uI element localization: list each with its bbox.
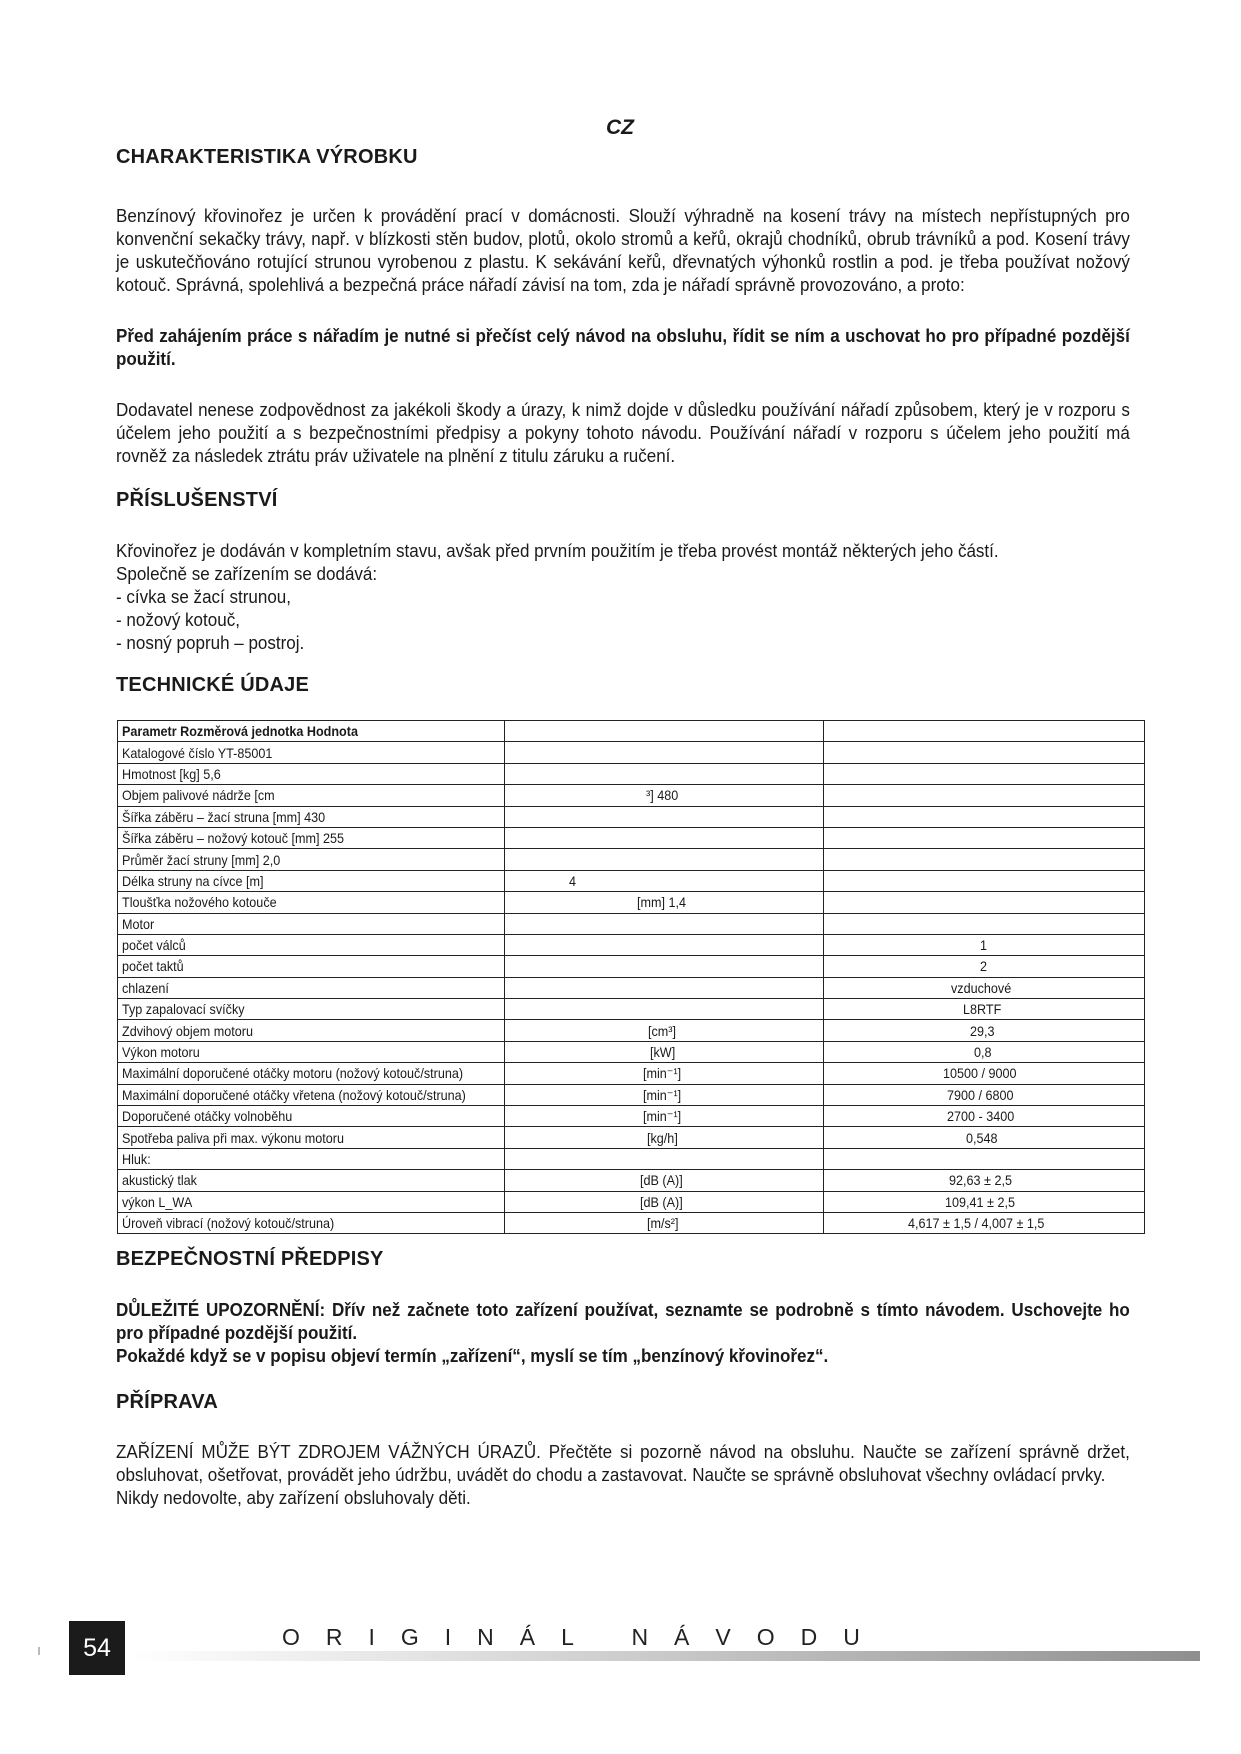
table-cell: [505, 1084, 824, 1105]
cell-text: [dB (A)]: [640, 1193, 683, 1210]
table-cell: [824, 913, 1145, 934]
table-cell: [824, 1084, 1145, 1105]
table-cell: [824, 742, 1145, 763]
cell-text: 2: [980, 958, 988, 975]
cell-text: 2700 - 3400: [946, 1108, 1014, 1125]
table-row: [118, 1191, 1145, 1212]
table-row: [118, 1063, 1145, 1084]
table-cell: [505, 870, 824, 891]
table-cell: [118, 1148, 505, 1169]
cell-text: Motor: [122, 915, 155, 932]
table-cell: [824, 977, 1145, 998]
table-cell: [824, 870, 1145, 891]
table-cell: [824, 956, 1145, 977]
table-cell: [505, 1127, 824, 1148]
table-cell: [824, 1020, 1145, 1041]
cell-text: Průměr žací struny [mm] 2,0: [122, 851, 281, 868]
cell-text: Tloušťka nožového kotouče: [122, 894, 277, 911]
table-cell: [505, 806, 824, 827]
table-cell: [505, 1191, 824, 1212]
cell-text: [mm] 1,4: [636, 894, 686, 911]
table-cell: [824, 785, 1145, 806]
table-cell: [118, 1106, 505, 1127]
table-row: [118, 934, 1145, 955]
accessories-list: [116, 585, 1130, 654]
footer-mark: [38, 1647, 40, 1655]
cell-text: Typ zapalovací svíčky: [122, 1001, 245, 1018]
table-cell: [505, 999, 824, 1020]
cell-text: [kg/h]: [646, 1129, 678, 1146]
table-cell: [824, 1106, 1145, 1127]
cell-text: Maximální doporučené otáčky vřetena (nožový kotouč/struna): [122, 1086, 466, 1103]
table-row: [118, 785, 1145, 806]
table-cell: [118, 1127, 505, 1148]
table-cell: [505, 956, 824, 977]
preparation-paragraph-1: ZAŘÍZENÍ MŮŽE BÝT ZDROJEM VÁŽNÝCH ÚRAZŮ. Přečtěte si pozorně návod na obsluhu. Naučte se zařízení správně držet, obsluhovat, ošetřovat, provádět jeho údržbu, uvádět do chodu a zastavovat. Naučte se správně obsluhovat všechny ovládací prvky.: [116, 1441, 1130, 1486]
cell-text: počet válců: [122, 937, 186, 954]
cell-text: [m/s²]: [646, 1215, 678, 1232]
table-cell: [824, 1063, 1145, 1084]
table-cell: [505, 849, 824, 870]
characteristics-paragraph-1: Benzínový křovinořez je určen k provádění prací v domácnosti. Slouží výhradně na kosení trávy na místech nepřístupných pro konvenční sekačky trávy, např. v blízkosti stěn budov, plotů, okolo stromů a keřů, okrajů chodníků, obrub trávníků a pod. Kosení trávy je uskutečňováno rotující strunou vyrobenou z plastu. K sekávání keřů, dřevnatých výhonků rostlin a pod. je třeba používat nožový kotouč. Správná, spolehlivá a bezpečná práce nářadí závisí na tom, zda je nářadí správně provozováno, a proto:: [116, 205, 1130, 295]
table-row: [118, 763, 1145, 784]
table-cell: [824, 1191, 1145, 1212]
table-row: [118, 1020, 1145, 1041]
cell-text: [kW]: [650, 1044, 676, 1061]
cell-text: ³] 480: [646, 787, 679, 804]
table-cell: [118, 1020, 505, 1041]
table-cell: [824, 892, 1145, 913]
characteristics-paragraph-3: Dodavatel nenese zodpovědnost za jakékoli škody a úrazy, k nimž dojde v důsledku používání nářadí způsobem, který je v rozporu s účelem jeho použití a s bezpečnostními předpisy a pokyny tohoto návodu. Používání nářadí v rozporu s účelem jeho použití má rovněž za následek ztrátu práv uživatele na plnění z titulu záruku a ručení.: [116, 399, 1130, 466]
table-row: [118, 721, 1145, 742]
table-cell: [505, 1170, 824, 1191]
list-item: - nožový kotouč,: [116, 609, 240, 630]
table-row: [118, 870, 1145, 891]
table-cell: [118, 870, 505, 891]
table-cell: [505, 1106, 824, 1127]
table-cell: [118, 977, 505, 998]
cell-text: [min⁻¹]: [642, 1065, 681, 1082]
table-cell: [118, 913, 505, 934]
table-cell: [505, 785, 824, 806]
table-cell: [118, 785, 505, 806]
safety-paragraph-1: DŮLEŽITÉ UPOZORNĚNÍ: Dřív než začnete toto zařízení používat, seznamte se podrobně s tímto návodem. Uschovejte ho pro případné pozdější použití.: [116, 1299, 1130, 1344]
table-cell: [118, 999, 505, 1020]
table-cell: [118, 827, 505, 848]
table-row: [118, 1148, 1145, 1169]
page-number: 54: [69, 1621, 125, 1675]
table-cell: [505, 892, 824, 913]
table-cell: [505, 827, 824, 848]
table-cell: [824, 999, 1145, 1020]
cell-text: 10500 / 9000: [943, 1065, 1017, 1082]
cell-text: výkon L_WA: [122, 1193, 193, 1210]
table-cell: [118, 721, 505, 742]
table-cell: [118, 1191, 505, 1212]
table-row: [118, 956, 1145, 977]
table-row: [118, 742, 1145, 763]
table-cell: [118, 1212, 505, 1233]
cell-text: 0,8: [974, 1044, 992, 1061]
cell-text: 92,63 ± 2,5: [949, 1172, 1012, 1189]
cell-text: [dB (A)]: [640, 1172, 683, 1189]
table-cell: [505, 934, 824, 955]
table-row: [118, 913, 1145, 934]
cell-text: chlazení: [122, 979, 169, 996]
table-cell: [824, 806, 1145, 827]
table-cell: [118, 763, 505, 784]
footer-title: ORIGINÁL NÁVODU: [282, 1624, 886, 1650]
cell-text: vzduchové: [950, 979, 1011, 996]
table-cell: [505, 1063, 824, 1084]
cell-text: Výkon motoru: [122, 1044, 200, 1061]
table-cell: [118, 956, 505, 977]
cell-text: [min⁻¹]: [642, 1108, 681, 1125]
heading-accessories: PŘÍSLUŠENSTVÍ: [116, 489, 278, 511]
table-cell: [824, 934, 1145, 955]
table-cell: [505, 1148, 824, 1169]
table-cell: [824, 1127, 1145, 1148]
heading-preparation: PŘÍPRAVA: [116, 1391, 218, 1414]
safety-paragraph-2: Pokaždé když se v popisu objeví termín „zařízení“, myslí se tím „benzínový křovinořez“.: [116, 1345, 829, 1367]
heading-characteristics: CHARAKTERISTIKA VÝROBKU: [116, 146, 418, 168]
table-row: [118, 806, 1145, 827]
cell-text: akustický tlak: [122, 1172, 197, 1189]
technical-data-table: [117, 720, 1145, 1234]
table-cell: [824, 1041, 1145, 1062]
table-cell: [118, 806, 505, 827]
table-row: [118, 827, 1145, 848]
table-cell: [118, 742, 505, 763]
list-item: - cívka se žací strunou,: [116, 586, 292, 607]
cell-text: Parametr Rozměrová jednotka Hodnota: [122, 723, 358, 740]
table-cell: [118, 1170, 505, 1191]
cell-text: 7900 / 6800: [947, 1086, 1014, 1103]
cell-text: L8RTF: [962, 1001, 1002, 1018]
table-cell: [505, 742, 824, 763]
table-row: [118, 892, 1145, 913]
table-row: [118, 1170, 1145, 1191]
accessories-paragraph-2: Společně se zařízením se dodává:: [116, 563, 378, 584]
footer-gradient-bar: [128, 1651, 1200, 1661]
cell-text: 4: [569, 872, 577, 889]
table-cell: [824, 763, 1145, 784]
table-cell: [505, 977, 824, 998]
cell-text: 109,41 ± 2,5: [945, 1193, 1016, 1210]
preparation-paragraph-2: Nikdy nedovolte, aby zařízení obsluhovaly děti.: [116, 1487, 471, 1509]
cell-text: 1: [980, 937, 988, 954]
table-row: [118, 1212, 1145, 1233]
table-cell: [118, 892, 505, 913]
table-cell: [118, 1063, 505, 1084]
table-cell: [824, 827, 1145, 848]
table-cell: [505, 763, 824, 784]
cell-text: Katalogové číslo YT-85001: [122, 744, 273, 761]
table-row: [118, 1106, 1145, 1127]
table-row: [118, 1041, 1145, 1062]
cell-text: Šířka záběru – nožový kotouč [mm] 255: [122, 830, 345, 847]
heading-technical: TECHNICKÉ ÚDAJE: [116, 674, 310, 696]
table-cell: [118, 1084, 505, 1105]
table-cell: [824, 849, 1145, 870]
table-cell: [505, 1041, 824, 1062]
cell-text: [min⁻¹]: [642, 1086, 681, 1103]
table-cell: [505, 913, 824, 934]
cell-text: Úroveň vibrací (nožový kotouč/struna): [122, 1215, 335, 1232]
table-row: [118, 999, 1145, 1020]
table-cell: [505, 1212, 824, 1233]
table-cell: [118, 934, 505, 955]
cell-text: Hmotnost [kg] 5,6: [122, 765, 221, 782]
cell-text: 4,617 ± 1,5 / 4,007 ± 1,5: [908, 1215, 1045, 1232]
table-cell: [824, 1148, 1145, 1169]
cell-text: Hluk:: [122, 1151, 151, 1167]
accessories-paragraph-1: Křovinořez je dodáván v kompletním stavu, avšak před prvním použitím je třeba provést montáž některých jeho částí.: [116, 540, 999, 561]
cell-text: Objem palivové nádrže [cm: [122, 787, 275, 804]
table-cell: [824, 1170, 1145, 1191]
list-item: - nosný popruh – postroj.: [116, 632, 305, 653]
cell-text: [cm³]: [648, 1022, 677, 1039]
table-cell: [824, 1212, 1145, 1233]
cell-text: 0,548: [966, 1129, 999, 1146]
table-row: [118, 1084, 1145, 1105]
table-cell: [118, 849, 505, 870]
table-cell: [118, 1041, 505, 1062]
cell-text: Spotřeba paliva při max. výkonu motoru: [122, 1129, 345, 1146]
cell-text: Zdvihový objem motoru: [122, 1022, 253, 1039]
cell-text: Doporučené otáčky volnoběhu: [122, 1108, 293, 1125]
heading-safety: BEZPEČNOSTNÍ PŘEDPISY: [116, 1248, 384, 1271]
table-cell: [505, 721, 824, 742]
characteristics-paragraph-2: Před zahájením práce s nářadím je nutné si přečíst celý návod na obsluhu, řídit se ním a uschovat ho pro případné pozdější použití.: [116, 325, 1130, 369]
cell-text: Maximální doporučené otáčky motoru (nožový kotouč/struna): [122, 1065, 464, 1082]
cell-text: Délka struny na cívce [m]: [122, 872, 264, 889]
cell-text: Šířka záběru – žací struna [mm] 430: [122, 808, 326, 825]
table-row: [118, 849, 1145, 870]
table-row: [118, 1127, 1145, 1148]
table-cell: [505, 1020, 824, 1041]
table-row: [118, 977, 1145, 998]
language-code: CZ: [606, 116, 634, 139]
table-cell: [824, 721, 1145, 742]
page-content: [116, 146, 1130, 1509]
cell-text: 29,3: [970, 1022, 995, 1039]
cell-text: počet taktů: [122, 958, 184, 975]
